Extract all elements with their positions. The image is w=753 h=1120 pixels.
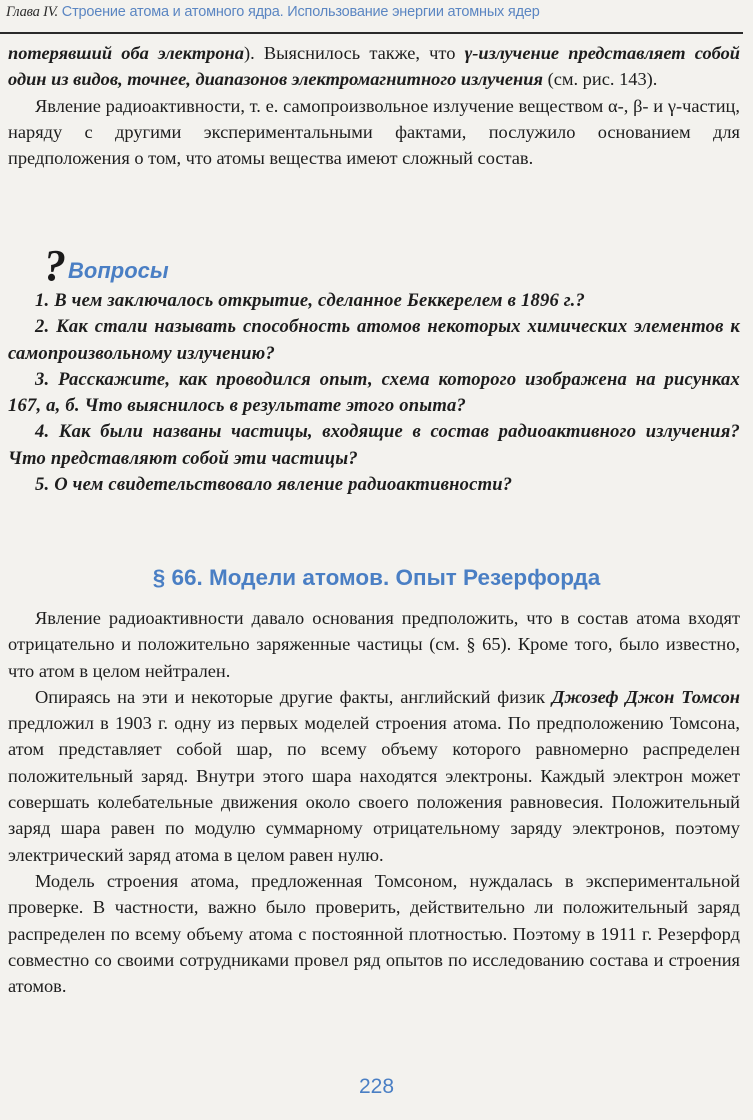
intro-italic-1: потерявший оба электрона	[8, 43, 244, 63]
question-item: 4. Как были названы частицы, входящие в состав радиоактивного излучения? Что представляют собой эти частицы?	[8, 421, 740, 469]
running-header	[6, 4, 746, 21]
questions-list	[8, 288, 740, 498]
section-text-2b: предложил в 1903 г. одну из первых моделей строения атома. По предположению Томсона, атом представляет собой шар, по всему объему которого равномерно распределен положительный заряд. Внутри этого шара находятся электроны. Каждый электрон может совершать колебательные движения около своего положения равновесия. Положительный заряд шара равен по модулю суммарному отрицательному заряду электронов, поэтому электрический заряд атома в целом равен нулю.	[8, 713, 740, 865]
section-title: § 66. Модели атомов. Опыт Резерфорда	[152, 565, 601, 590]
intro-text	[8, 40, 740, 171]
intro-italic-2: γ-излучение представляет собой один из видов, точнее, диапазонов электромагнитного излучения	[8, 43, 740, 90]
question-item: 1. В чем заключалось открытие, сделанное Беккерелем в 1896 г.?	[35, 290, 585, 311]
intro-paragraph-1	[8, 40, 740, 93]
chapter-label: Глава IV.	[6, 4, 58, 20]
section-text-2a: Опираясь на эти и некоторые другие факты, английский физик	[35, 686, 552, 707]
question-item: 3. Расскажите, как проводился опыт, схема которого изображена на рисунках 167, а, б. Что выяснилось в результате этого опыта?	[8, 368, 740, 417]
header-rule	[0, 32, 743, 34]
question-item: 5. О чем свидетельствовало явление радиоактивности?	[35, 474, 513, 496]
section-paragraph-2	[8, 684, 740, 868]
intro-text-1b: (см. рис. 143).	[542, 69, 658, 90]
intro-paragraph-2: Явление радиоактивности, т. е. самопроизвольное излучение веществом α-, β- и γ-частиц, наряду с другими экспериментальными фактами, послужило основанием для предположения о том, что атомы вещества имеют сложный состав.	[8, 95, 740, 169]
question-item: 2. Как стали называть способность атомов некоторых химических элементов к самопроизвольному излучению?	[8, 316, 740, 364]
person-name: Джозеф Джон Томсон	[551, 686, 740, 707]
questions-heading	[44, 241, 169, 290]
questions-title: Вопросы	[68, 258, 169, 283]
section-body	[8, 605, 740, 999]
page-number: 228	[358, 1075, 395, 1098]
question-mark-icon: ?	[44, 241, 66, 290]
chapter-title: Строение атома и атомного ядра. Использование энергии атомных ядер	[61, 4, 540, 20]
section-paragraph-3: Модель строения атома, предложенная Томсоном, нуждалась в экспериментальной проверке. В частности, важно было проверить, действительно ли положительный заряд распределен по всему объему атома с постоянной плотностью. Поэтому в 1911 г. Резерфорд совместно со своими сотрудниками провел ряд опытов по исследованию состава и строения атомов.	[8, 870, 740, 997]
section-paragraph-1: Явление радиоактивности давало основания предположить, что в состав атома входят отрицательно и положительно заряженные частицы (см. § 65). Кроме того, было известно, что атом в целом нейтрален.	[8, 608, 740, 681]
intro-text-1a: ). Выяснилось также, что	[243, 43, 465, 63]
